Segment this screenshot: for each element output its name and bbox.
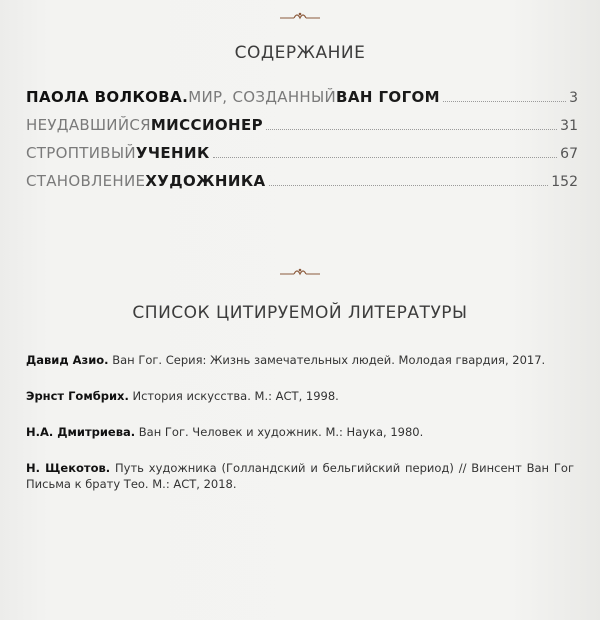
toc-title-bold: ВАН ГОГОМ [336,88,441,106]
reference-list [26,352,574,512]
toc-page-number: 31 [560,118,578,134]
toc-leader [269,175,549,186]
contents-title: СОДЕРЖАНИЕ [234,43,366,63]
toc-title-light: СТАНОВЛЕНИЕ [26,172,146,190]
reference-item [26,424,574,440]
reference-text: История искусства. М.: АСТ, 1998. [128,389,339,403]
toc-leader [213,147,558,158]
table-of-contents [26,88,578,200]
reference-author: Н.А. Дмитриева. [26,425,136,439]
reference-author: Эрнст Гомбрих. [26,389,129,403]
toc-title-bold: МИССИОНЕР [150,116,264,134]
reference-line [26,460,574,476]
toc-entry[interactable] [26,144,578,172]
reference-text: Письма к брату Тео. М.: АСТ, 2018. [26,477,237,491]
toc-entry[interactable] [26,88,578,116]
toc-title-bold: ХУДОЖНИКА [145,172,266,190]
literature-title: СПИСОК ЦИТИРУЕМОЙ ЛИТЕРАТУРЫ [132,303,468,323]
toc-leader [443,91,566,102]
toc-page-number: 152 [551,174,578,190]
toc-entry[interactable] [26,172,578,200]
ornament-divider-icon [278,10,322,22]
toc-leader [266,119,557,130]
reference-text: Путь художника (Голландский и бельгийский период) // Винсент Ван Гог [110,461,574,475]
reference-item [26,388,574,404]
toc-title-light: СТРОПТИВЫЙ [26,144,136,162]
reference-author: Давид Азио. [26,353,109,367]
toc-author: ПАОЛА ВОЛКОВА. [26,88,189,106]
reference-item [26,460,574,492]
reference-author: Н. Щекотов. [26,461,111,475]
toc-page-number: 3 [569,90,578,106]
toc-page-number: 67 [560,146,578,162]
toc-title-light: НЕУДАВШИЙСЯ [26,116,151,134]
toc-entry[interactable] [26,116,578,144]
reference-text: Ван Гог. Серия: Жизнь замечательных людей. Молодая гвардия, 2017. [108,353,546,367]
reference-item [26,352,574,368]
reference-text: Ван Гог. Человек и художник. М.: Наука, 1980. [135,425,424,439]
toc-title-light: МИР, СОЗДАННЫЙ [188,88,337,106]
ornament-divider-icon [278,266,322,278]
toc-title-bold: УЧЕНИК [135,144,210,162]
